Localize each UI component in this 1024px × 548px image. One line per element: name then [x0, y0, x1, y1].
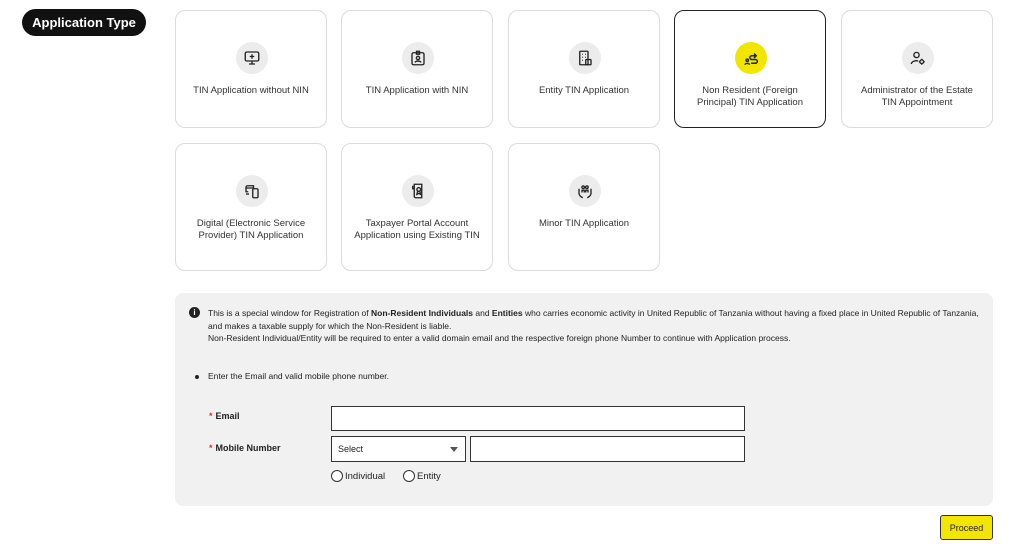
card-tin-with-nin[interactable]: [341, 10, 493, 128]
card-label: TIN Application with NIN: [365, 85, 469, 96]
proceed-button[interactable]: Proceed: [940, 515, 993, 540]
card-taxpayer-portal[interactable]: [341, 143, 493, 271]
non-resident-form-panel: [175, 293, 993, 506]
person-gear-icon: [902, 42, 934, 74]
card-label: Minor TIN Application: [538, 218, 630, 229]
card-digital-esp[interactable]: [175, 143, 327, 271]
card-label: Taxpayer Portal Account Application using Existing TIN: [354, 218, 480, 241]
card-entity-tin[interactable]: [508, 10, 660, 128]
card-non-resident-tin[interactable]: [674, 10, 826, 128]
mobile-number-label: * Mobile Number: [209, 443, 281, 453]
radio-entity[interactable]: Entity: [403, 470, 441, 482]
card-minor-tin[interactable]: [508, 143, 660, 271]
application-type-label: Application Type: [22, 9, 146, 36]
radio-individual[interactable]: Individual: [331, 470, 385, 482]
country-code-select[interactable]: Select: [331, 436, 466, 462]
card-label: Digital (Electronic Service Provider) TIN Application: [196, 218, 306, 241]
radio-circle[interactable]: [331, 470, 343, 482]
route-person-icon: [735, 42, 767, 74]
instruction-text: Enter the Email and valid mobile phone number.: [208, 371, 389, 381]
radio-circle[interactable]: [403, 470, 415, 482]
card-label: Administrator of the Estate TIN Appointment: [861, 85, 973, 108]
card-tin-without-nin[interactable]: [175, 10, 327, 128]
certificate-scroll-icon: [402, 175, 434, 207]
bullet-dot: [195, 375, 199, 379]
email-input[interactable]: [331, 406, 745, 431]
mobile-number-input[interactable]: [470, 436, 745, 462]
card-label: Non Resident (Foreign Principal) TIN Application: [697, 85, 803, 108]
building-document-icon: [569, 42, 601, 74]
family-hands-icon: [569, 175, 601, 207]
card-label: TIN Application without NIN: [193, 85, 309, 96]
id-badge-icon: [402, 42, 434, 74]
info-text: This is a special window for Registration of Non-Resident Individuals and Entities who carries economic activity in United Republic of Tanzania without having a fixed place in United Republic of Tanzania, and makes a taxable supply for which the Non-Resident is liable. Non-Resident Individual/Entity will be required to enter a valid domain email and the respective foreign phone Number to continue with Application process.: [208, 308, 979, 343]
email-label: * Email: [209, 411, 240, 421]
info-icon: i: [189, 307, 200, 318]
card-administrator-estate[interactable]: [841, 10, 993, 128]
chevron-down-icon: [450, 447, 458, 452]
digital-device-icon: [236, 175, 268, 207]
monitor-plus-icon: [236, 42, 268, 74]
card-label: Entity TIN Application: [538, 85, 630, 96]
